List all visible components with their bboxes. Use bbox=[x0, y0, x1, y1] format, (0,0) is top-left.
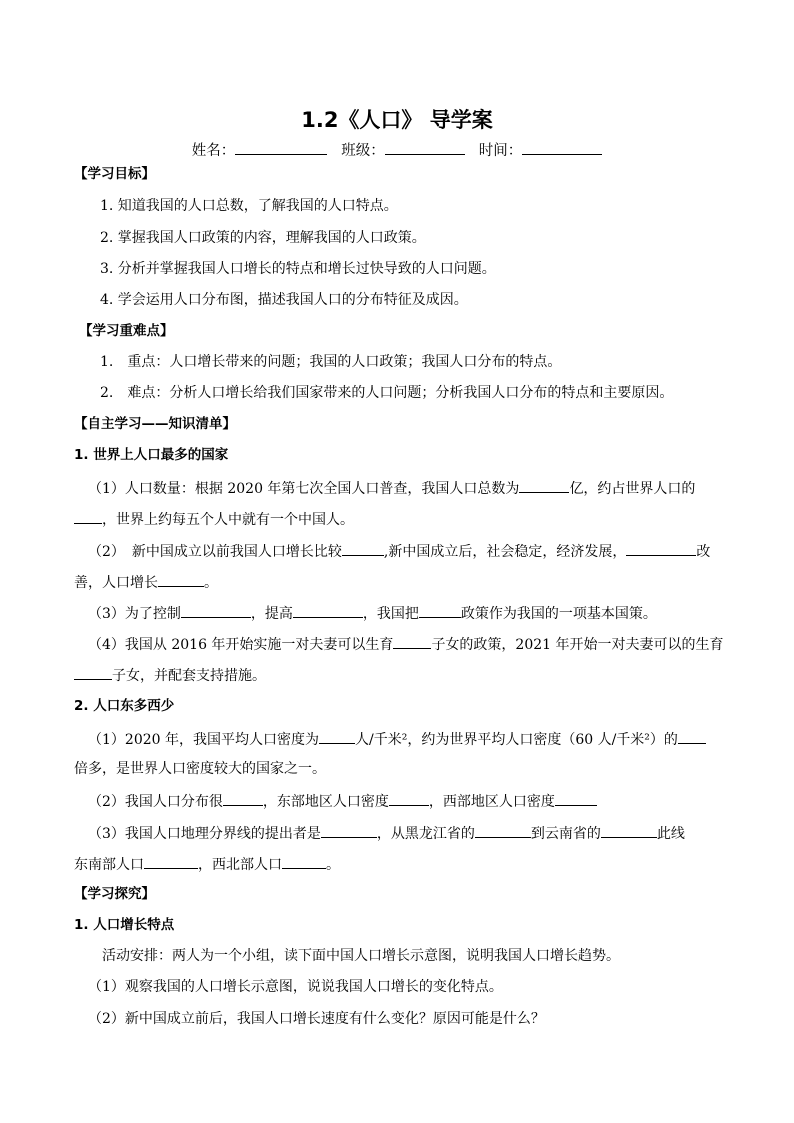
class-blank[interactable] bbox=[385, 140, 465, 155]
objectives-heading: 【学习目标】 bbox=[74, 166, 155, 182]
objective-item: 2. 掌握我国人口政策的内容，理解我国的人口政策。 bbox=[100, 230, 426, 246]
time-label: 时间： bbox=[478, 143, 523, 159]
s1-q2-line2: 善，人口增长 。 bbox=[74, 572, 218, 592]
section-1-heading: 1. 世界上人口最多的国家 bbox=[74, 447, 229, 463]
explore-section-1-heading: 1. 人口增长特点 bbox=[74, 917, 175, 933]
key-point-item: 1. 重点：人口增长带来的问题；我国的人口政策；我国人口分布的特点。 bbox=[100, 354, 562, 370]
fill-blank[interactable] bbox=[475, 823, 531, 838]
s1-q2-line1: （2） 新中国成立以前我国人口增长比较 ,新中国成立后，社会稳定，经济发展， 改 bbox=[88, 541, 710, 561]
fill-blank[interactable] bbox=[389, 791, 429, 806]
s2-q3-line1: （3）我国人口地理分界线的提出者是 ，从黑龙江省的 到云南省的 此线 bbox=[88, 823, 685, 843]
fill-blank[interactable] bbox=[223, 791, 263, 806]
fill-blank[interactable] bbox=[321, 823, 377, 838]
fill-blank[interactable] bbox=[393, 634, 431, 649]
time-blank[interactable] bbox=[522, 140, 602, 155]
class-label: 班级： bbox=[341, 143, 385, 159]
explore-question: （1）观察我国的人口增长示意图，说说我国人口增长的变化特点。 bbox=[88, 979, 503, 995]
fill-blank[interactable] bbox=[144, 854, 198, 869]
fill-blank[interactable] bbox=[519, 478, 569, 493]
s2-q1-line2: 倍多，是世界人口密度较大的国家之一。 bbox=[74, 761, 326, 777]
fill-blank[interactable] bbox=[555, 791, 597, 806]
objective-item: 3. 分析并掌握我国人口增长的特点和增长过快导致的人口问题。 bbox=[100, 261, 496, 277]
s1-q1-line2: ，世界上约每五个人中就有一个中国人。 bbox=[74, 509, 354, 529]
fill-blank[interactable] bbox=[74, 509, 102, 524]
s2-q3-line2: 东南部人口 ，西北部人口 。 bbox=[74, 854, 340, 874]
objective-item: 1. 知道我国的人口总数，了解我国的人口特点。 bbox=[100, 198, 398, 214]
name-blank[interactable] bbox=[235, 140, 327, 155]
key-point-item: 2. 难点：分析人口增长给我们国家带来的人口问题；分析我国人口分布的特点和主要原因。 bbox=[100, 385, 674, 401]
fill-blank[interactable] bbox=[181, 603, 251, 618]
fill-blank[interactable] bbox=[293, 603, 363, 618]
fill-blank[interactable] bbox=[678, 729, 706, 744]
fill-blank[interactable] bbox=[282, 854, 326, 869]
fill-blank[interactable] bbox=[74, 665, 112, 680]
fill-blank[interactable] bbox=[342, 541, 384, 556]
s2-q2-line: （2）我国人口分布很 ，东部地区人口密度 ，西部地区人口密度 bbox=[88, 791, 597, 811]
student-info-line bbox=[0, 139, 794, 160]
s1-q3-line: （3）为了控制 ，提高 ，我国把 政策作为我国的一项基本国策。 bbox=[88, 603, 657, 623]
page-title: 1.2《人口》 导学案 bbox=[301, 108, 493, 132]
s1-q4-line2: 子女，并配套支持措施。 bbox=[74, 665, 266, 685]
fill-blank[interactable] bbox=[158, 572, 204, 587]
fill-blank[interactable] bbox=[419, 603, 461, 618]
s1-q4-line1: （4）我国从 2016 年开始实施一对夫妻可以生育 子女的政策，2021 年开始一对夫妻可以的生育 bbox=[88, 634, 724, 654]
fill-blank[interactable] bbox=[626, 541, 696, 556]
activity-text: 活动安排：两人为一个小组，读下面中国人口增长示意图，说明我国人口增长趋势。 bbox=[102, 948, 620, 964]
explore-question: （2）新中国成立前后，我国人口增长速度有什么变化？原因可能是什么？ bbox=[88, 1011, 545, 1027]
section-2-heading: 2. 人口东多西少 bbox=[74, 698, 175, 714]
objective-item: 4. 学会运用人口分布图，描述我国人口的分布特征及成因。 bbox=[100, 292, 468, 308]
self-study-heading: 【自主学习——知识清单】 bbox=[74, 416, 236, 432]
fill-blank[interactable] bbox=[319, 729, 355, 744]
s1-q1-line1: （1）人口数量：根据 2020 年第七次全国人口普查，我国人口总数为 亿，约占世界人口的 bbox=[88, 478, 695, 498]
explore-heading: 【学习探究】 bbox=[74, 886, 155, 902]
key-points-heading: 【学习重难点】 bbox=[79, 323, 174, 339]
name-label: 姓名： bbox=[191, 143, 236, 159]
s2-q1-line1: （1）2020 年，我国平均人口密度为 人/千米²，约为世界平均人口密度（60 人/千米²）的 bbox=[88, 729, 706, 749]
fill-blank[interactable] bbox=[601, 823, 657, 838]
